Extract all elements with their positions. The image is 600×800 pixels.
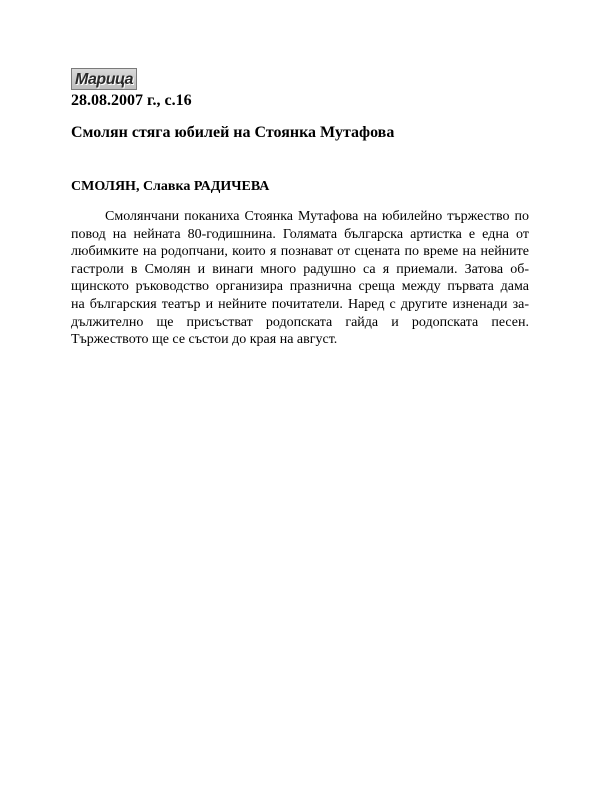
body-line: любимките на родопчани, които я познават от сцената по време на нейните [71,244,529,260]
article-body [71,208,529,349]
publication-date-page: 28.08.2007 г., с.16 [71,92,192,109]
body-line: дължително ще присъстват родопската гайда и родопската песен. [71,314,529,330]
body-line: щинското ръководство организира празнична среща между първата дама [71,279,529,295]
body-line: гастроли в Смолян и винаги много радушно са я приемали. Затова об- [71,261,529,277]
body-line: повод на нейната 80-годишнина. Голямата българска артистка е една от [71,226,529,242]
body-line: Смолянчани поканиха Стоянка Мутафова на юбилейно тържество по [105,209,529,224]
article-headline: Смолян стяга юбилей на Стоянка Мутафова [71,124,395,141]
newspaper-logo [71,68,137,90]
body-line: на българския театър и нейните почитатели. Наред с другите изненади за- [71,296,529,312]
newspaper-logo-text: Марица [75,71,133,88]
article-byline: СМОЛЯН, Славка РАДИЧЕВА [71,179,270,194]
body-line: Тържеството ще се състои до края на август. [71,332,338,348]
